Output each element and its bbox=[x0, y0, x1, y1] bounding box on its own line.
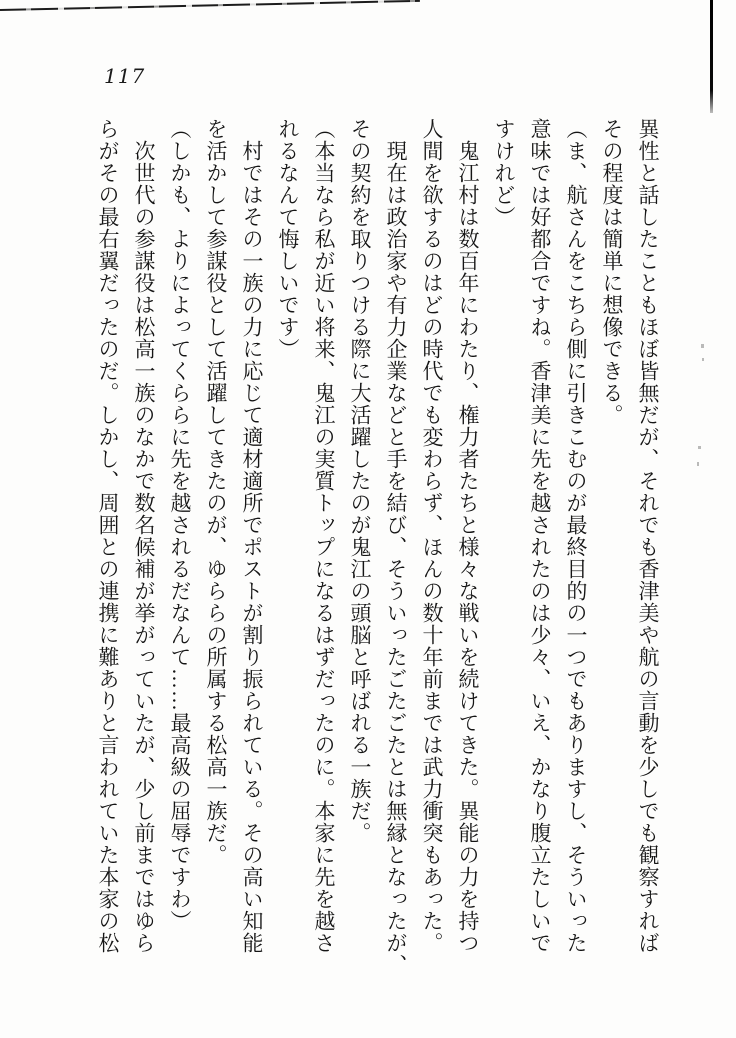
text-line: 村ではその一族の力に応じて適材適所でポストが割り振られている。その高い知能 bbox=[240, 140, 264, 954]
scan-artifact-speck bbox=[698, 446, 701, 449]
page-number: 117 bbox=[104, 64, 146, 88]
scan-artifact-edge-mark bbox=[710, 0, 713, 113]
text-line: れるなんて悔しいです） bbox=[276, 118, 300, 360]
text-line: 次世代の参謀役は松高一族のなかで数名候補が挙がっていたが、少し前まではゆら bbox=[132, 140, 156, 954]
text-line: らがその最右翼だったのだ。しかし、周囲との連携に難ありと言われていた本家の松 bbox=[96, 118, 120, 954]
text-line: その程度は簡単に想像できる。 bbox=[600, 118, 624, 426]
text-line: （本当なら私が近い将来、鬼江の実質トップになるはずだったのに。本家に先を越さ bbox=[312, 118, 336, 954]
text-line: 意味では好都合ですね。香津美に先を越されたのは少々、いえ、かなり腹立たしいで bbox=[528, 118, 552, 954]
text-line: 人間を欲するのはどの時代でも変わらず、ほんの数十年前までは武力衝突もあった。 bbox=[420, 118, 444, 954]
scan-artifact-speck bbox=[701, 344, 704, 348]
scan-artifact-top-line bbox=[0, 0, 420, 11]
text-line: すけれど） bbox=[492, 118, 516, 228]
scan-artifact-speck bbox=[702, 358, 704, 361]
scan-artifact-speck bbox=[697, 462, 699, 466]
text-line: 異性と話したこともほぼ皆無だが、それでも香津美や航の言動を少しでも観察すれば bbox=[636, 118, 660, 954]
text-line: 現在は政治家や有力企業などと手を結び、そういったごたごたとは無縁となったが、 bbox=[384, 140, 408, 976]
text-line: （ま、航さんをこちら側に引きこむのが最終目的の一つでもありますし、そういった bbox=[564, 118, 588, 954]
text-line: を活かして参謀役として活躍してきたのが、ゆららの所属する松高一族だ。 bbox=[204, 118, 228, 866]
text-line: 鬼江村は数百年にわたり、権力者たちと様々な戦いを続けてきた。異能の力を持つ bbox=[456, 140, 480, 954]
text-line: その契約を取りつける際に大活躍したのが鬼江の頭脳と呼ばれる一族だ。 bbox=[348, 118, 372, 844]
text-columns bbox=[90, 118, 666, 976]
text-line: （しかも、よりによってくららに先を越されるだなんて……最高級の屈辱ですわ） bbox=[168, 118, 192, 932]
